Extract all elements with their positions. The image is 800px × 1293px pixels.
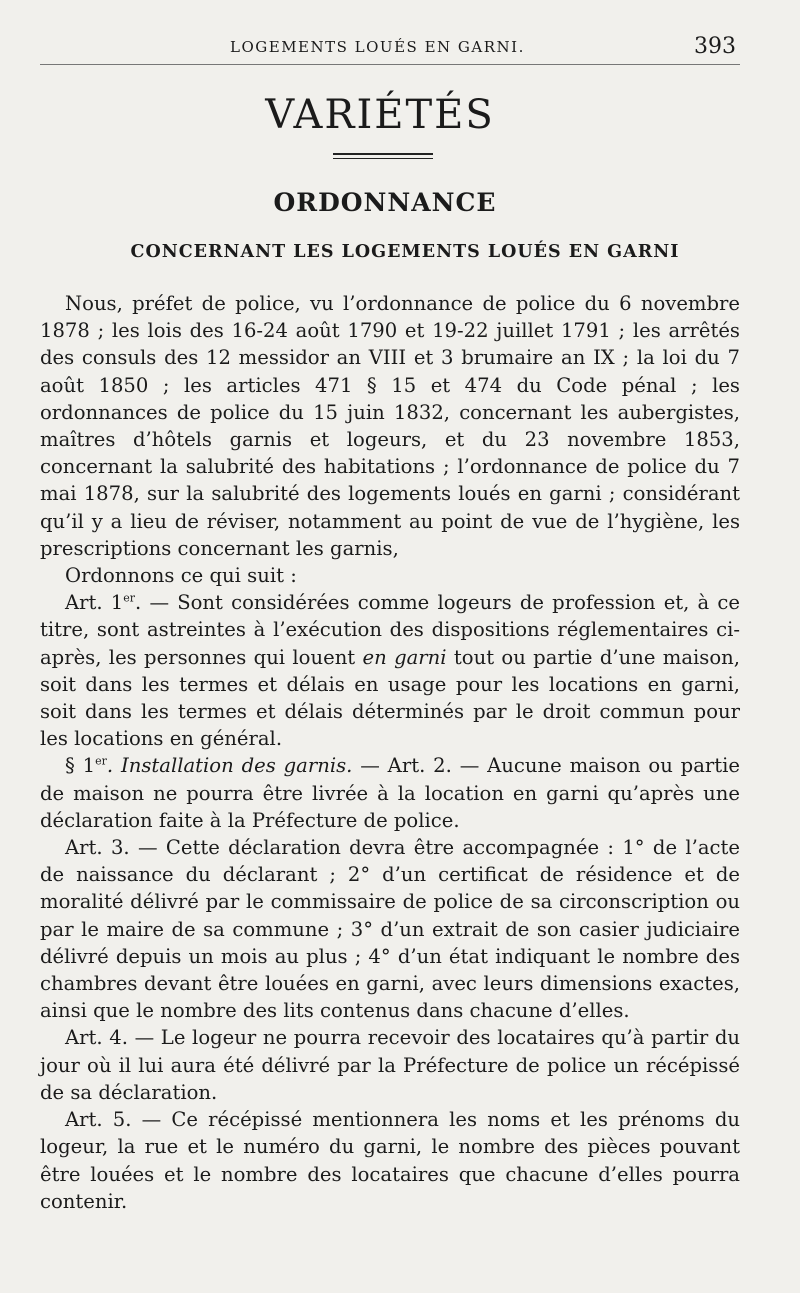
document-subtitle: CONCERNANT LES LOGEMENTS LOUÉS EN GARNI	[130, 242, 680, 262]
superscript: er	[123, 591, 136, 605]
article-text: — Art. 2. — Aucune maison ou partie de maison ne pourra être livrée à la location en garni qu’après une déclaration faite à la Préfecture de police.	[40, 754, 741, 832]
article-label: Art. 1	[65, 591, 124, 615]
article-3: Art. 3. — Cette déclaration devra être accompagnée : 1° de l’acte de naissance du déclarant ; 2° d’un certificat de résidence et de moralité délivré par le commissaire de police de sa circonscription ou par le maire de sa commune ; 3° d’un extrait de son casier judiciaire délivré depuis un mois au plus ; 4° d’un état indiquant le nombre des chambres devant être louées en garni, avec leurs dimensions exactes, ainsi que le nombre des lits contenus dans chacune d’elles.	[40, 836, 740, 1023]
section-label: § 1	[65, 754, 96, 778]
running-title: LOGEMENTS LOUÉS EN GARNI.	[230, 38, 525, 56]
article-text: . — Sont considérées comme logeurs de profession et, à ce titre, sont astreintes à l’exécution des dispositions réglementaires ci-après, les personnes qui louent	[40, 591, 740, 669]
section-1-article-2	[40, 752, 740, 834]
decorative-rule	[333, 153, 433, 159]
emphasis: en garni	[362, 645, 447, 669]
article-5: Art. 5. — Ce récépissé mentionnera les noms et les prénoms du logeur, la rue et le numéro du garni, le nombre des pièces pouvant être louées et le nombre des locataires que chacune d’elles pourra contenir.	[40, 1108, 740, 1213]
body-text	[40, 290, 740, 1215]
superscript: er	[95, 754, 107, 768]
preamble-paragraph: Nous, préfet de police, vu l’ordonnance de police du 6 novembre 1878 ; les lois des 16-24 août 1790 et 19-22 juillet 1791 ; les arrêtés des consuls des 12 messidor an VIII et 3 brumaire an IX ; la loi du 7 août 1850 ; les articles 471 § 15 et 474 du Code pénal ; les ordonnances de police du 15 juin 1832, concernant les aubergistes, maîtres d’hôtels garnis et logeurs, et du 23 novembre 1853, concernant la salubrité des habitations ; l’ordonnance de police du 7 mai 1878, sur la salubrité des logements loués en garni ; considérant qu’il y a lieu de réviser, notamment au point de vue de l’hygiène, les prescriptions concernant les garnis,	[40, 292, 740, 560]
article-4: Art. 4. — Le logeur ne pourra recevoir des locataires qu’à partir du jour où il lui aura été délivré par la Préfecture de police un récépissé de sa déclaration.	[40, 1026, 740, 1104]
article-1	[40, 589, 740, 752]
running-head	[40, 34, 740, 65]
section-heading: . Installation des garnis.	[106, 754, 353, 778]
section-title: VARIÉTÉS	[265, 92, 495, 138]
article-text-end: tout ou partie d’une maison, soit dans les termes et délais en usage pour les locations en garni, soit dans les termes et délais déterminés par le droit commun pour les locations en général.	[40, 645, 740, 751]
page-number: 393	[694, 34, 736, 59]
document-title: ORDONNANCE	[273, 188, 497, 217]
ordonnons-paragraph: Ordonnons ce qui suit :	[65, 564, 297, 588]
